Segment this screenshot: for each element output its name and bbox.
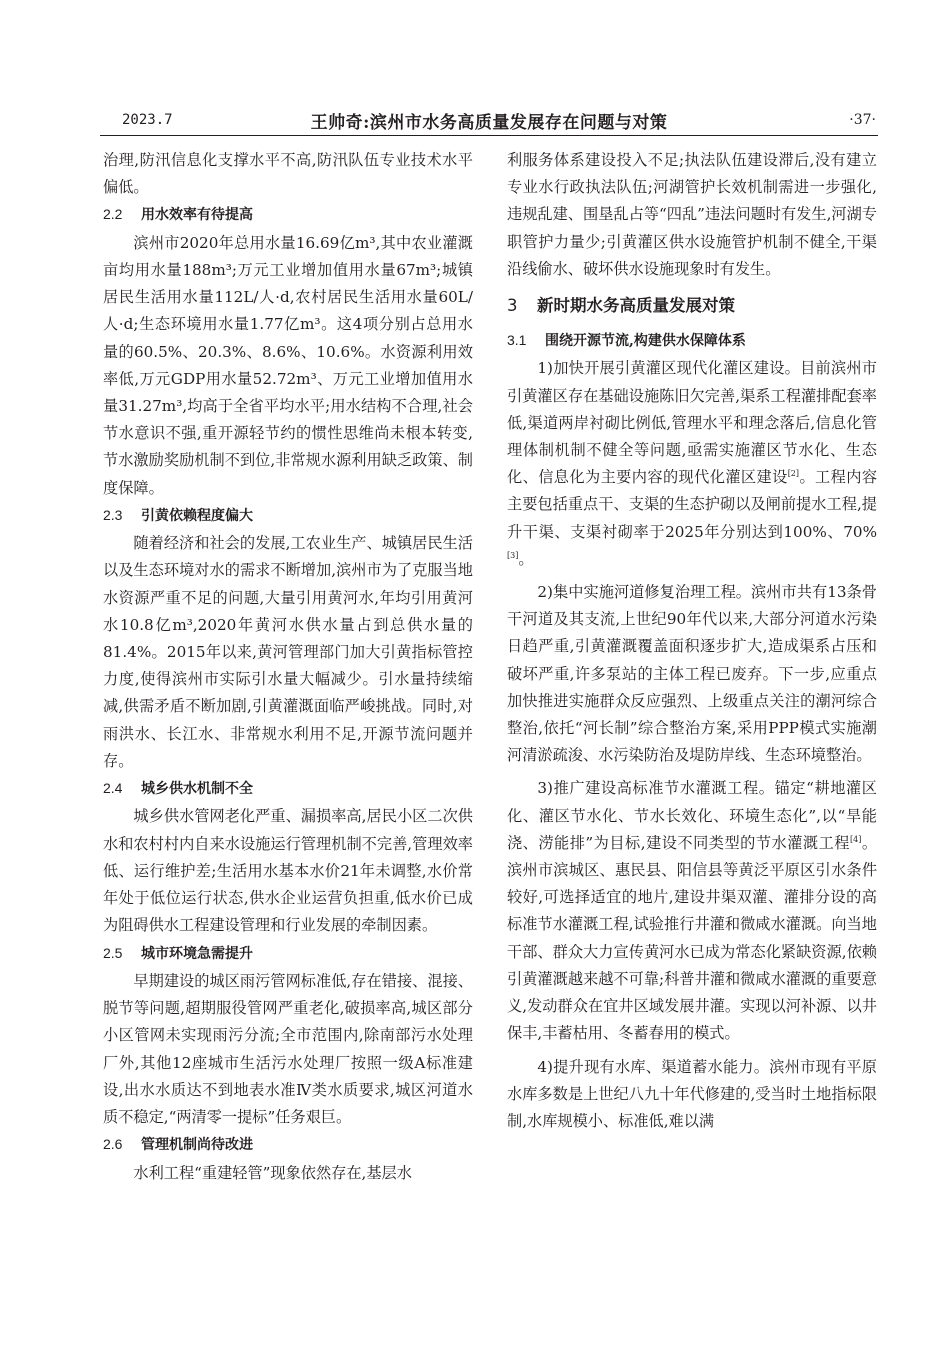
section-heading-3-1: 3.1 围绕开源节流,构建供水保障体系	[507, 332, 746, 350]
running-title: 王帅奇:滨州市水务高质量发展存在问题与对策	[310, 113, 668, 133]
section-heading-2-3: 2.3 引黄依赖程度偏大	[103, 506, 253, 524]
citation-ref-4[interactable]: [4]	[849, 834, 862, 844]
continued-paragraph: 利服务体系建设投入不足;执法队伍建设滞后,没有建立专业水行政执法队伍;河湖管护长效机制需进一步强化,违规乱建、围垦乱占等“四乱”违法问题时有发生,河湖专职管护力量少;引黄灌区供水设施管护机制不健全,干渠沿线偷水、破坏供水设施现象时有发生。	[507, 151, 877, 278]
left-column	[103, 147, 473, 1187]
running-header	[100, 108, 878, 134]
citation-ref-3[interactable]: [3]	[507, 550, 519, 560]
paragraph-2-6: 水利工程“重建轻管”现象依然存在,基层水	[133, 1163, 412, 1182]
paragraph-2-3: 随着经济和社会的发展,工农业生产、城镇居民生活以及生态环境对水的需求不断增加,滨州市为了克服当地水资源严重不足的问题,大量引用黄河水,年均引用黄河水10.8亿m³,2020年黄河水供水量占到总供水量的81.4%。2015年以来,黄河管理部门加大引黄指标管控力度,使得滨州市实际引水量大幅减少。引水量持续缩减,供需矛盾不断加剧,引黄灌溉面临严峻挑战。同时,对雨洪水、长江水、非常规水利用不足,开源节流问题并存。	[103, 534, 473, 770]
page-number: ·37·	[849, 112, 876, 128]
section-heading-3: 3 新时期水务高质量发展对策	[507, 296, 735, 316]
paragraph-2-4: 城乡供水管网老化严重、漏损率高,居民小区二次供水和农村村内自来水设施运行管理机制不完善,管理效率低、运行维护差;生活用水基本水价21年未调整,水价常年处于低位运行状态,供水企业运营负担重,低水价已成为阻碍供水工程建设管理和行业发展的牵制因素。	[103, 807, 473, 935]
paragraph-3-1-1: 1)加快开展引黄灌区现代化灌区建设。目前滨州市引黄灌区存在基础设施陈旧欠完善,渠系工程灌排配套率低,渠道两岸衬砌比例低,管理水平和理念落后,信息化管理体制机制不健全等问题,亟需实施灌区节水化、生态化、信息化为主要内容的现代化灌区建设[2]。工程内容主要包括重点干、支渠的生态护砌以及闸前提水工程,提升干渠、支渠衬砌率于2025年分别达到100%、70%[3]。	[507, 359, 877, 568]
intro-paragraph: 治理,防汛信息化支撑水平不高,防汛队伍专业技术水平偏低。	[103, 151, 473, 197]
section-heading-2-2: 2.2 用水效率有待提高	[103, 206, 253, 224]
journal-issue: 2023.7	[122, 112, 173, 128]
paragraph-2-2: 滨州市2020年总用水量16.69亿m³,其中农业灌溉亩均用水量188m³;万元工业增加值用水量67m³;城镇居民生活用水量112L/人·d,农村居民生活用水量60L/人·d;生态环境用水量1.77亿m³。这4项分别占总用水量的60.5%、20.3%、8.6%、10.6%。水资源利用效率低,万元GDP用水量52.72m³、万元工业增加值用水量31.27m³,均高于全省平均水平;用水结构不合理,社会节水意识不强,重开源轻节约的惯性思维尚未根本转变,节水激励奖励机制不到位,非常规水源利用缺乏政策、制度保障。	[103, 233, 473, 497]
paragraph-3-1-4: 4)提升现有水库、渠道蓄水能力。滨州市现有平原水库多数是上世纪八九十年代修建的,受当时土地指标限制,水库规模小、标准低,难以满	[507, 1057, 877, 1130]
paragraph-2-5: 早期建设的城区雨污管网标准低,存在错接、混接、脱节等问题,超期服役管网严重老化,破损率高,城区部分小区管网未实现雨污分流;全市范围内,除南部污水处理厂外,其他12座城市生活污水处理厂按照一级A标准建设,出水水质达不到地表水准Ⅳ类水质要求,城区河道水质不稳定,“两清零一提标”任务艰巨。	[103, 971, 473, 1126]
section-heading-2-4: 2.4 城乡供水机制不全	[103, 780, 253, 798]
paragraph-3-1-3: 3)推广建设高标准节水灌溉工程。锚定“耕地灌区化、灌区节水化、节水长效化、环境生态化”,以“旱能浇、涝能排”为目标,建设不同类型的节水灌溉工程[4]。滨州市滨城区、惠民县、阳信县等黄泛平原区引水条件较好,可选择适宜的地片,建设井渠双灌、灌排分设的高标准节水灌溉工程,试验推行井灌和微咸水灌溉。向当地干部、群众大力宣传黄河水已成为常态化紧缺资源,依赖引黄灌溉越来越不可靠;科普井灌和微咸水灌溉的重要意义,发动群众在宜井区域发展井灌。实现以河补源、以井保丰,丰蓄枯用、冬蓄春用的模式。	[507, 779, 878, 1043]
section-heading-2-5: 2.5 城市环境急需提升	[103, 944, 253, 962]
header-rule	[100, 135, 878, 136]
citation-ref-2[interactable]: [2]	[787, 469, 800, 479]
paragraph-3-1-2: 2)集中实施河道修复治理工程。滨州市共有13条骨干河道及其支流,上世纪90年代以来,大部分河道水污染日趋严重,引黄灌溉覆盖面积逐步扩大,造成渠系占压和破坏严重,许多泵站的主体工程已废弃。下一步,应重点加快推进实施群众反应强烈、上级重点关注的潮河综合整治,依托“河长制”综合整治方案,采用PPP模式实施潮河清淤疏浚、水污染防治及堤防岸线、生态环境整治。	[507, 583, 877, 765]
section-heading-2-6: 2.6 管理机制尚待改进	[103, 1136, 253, 1154]
right-column	[507, 147, 877, 1135]
